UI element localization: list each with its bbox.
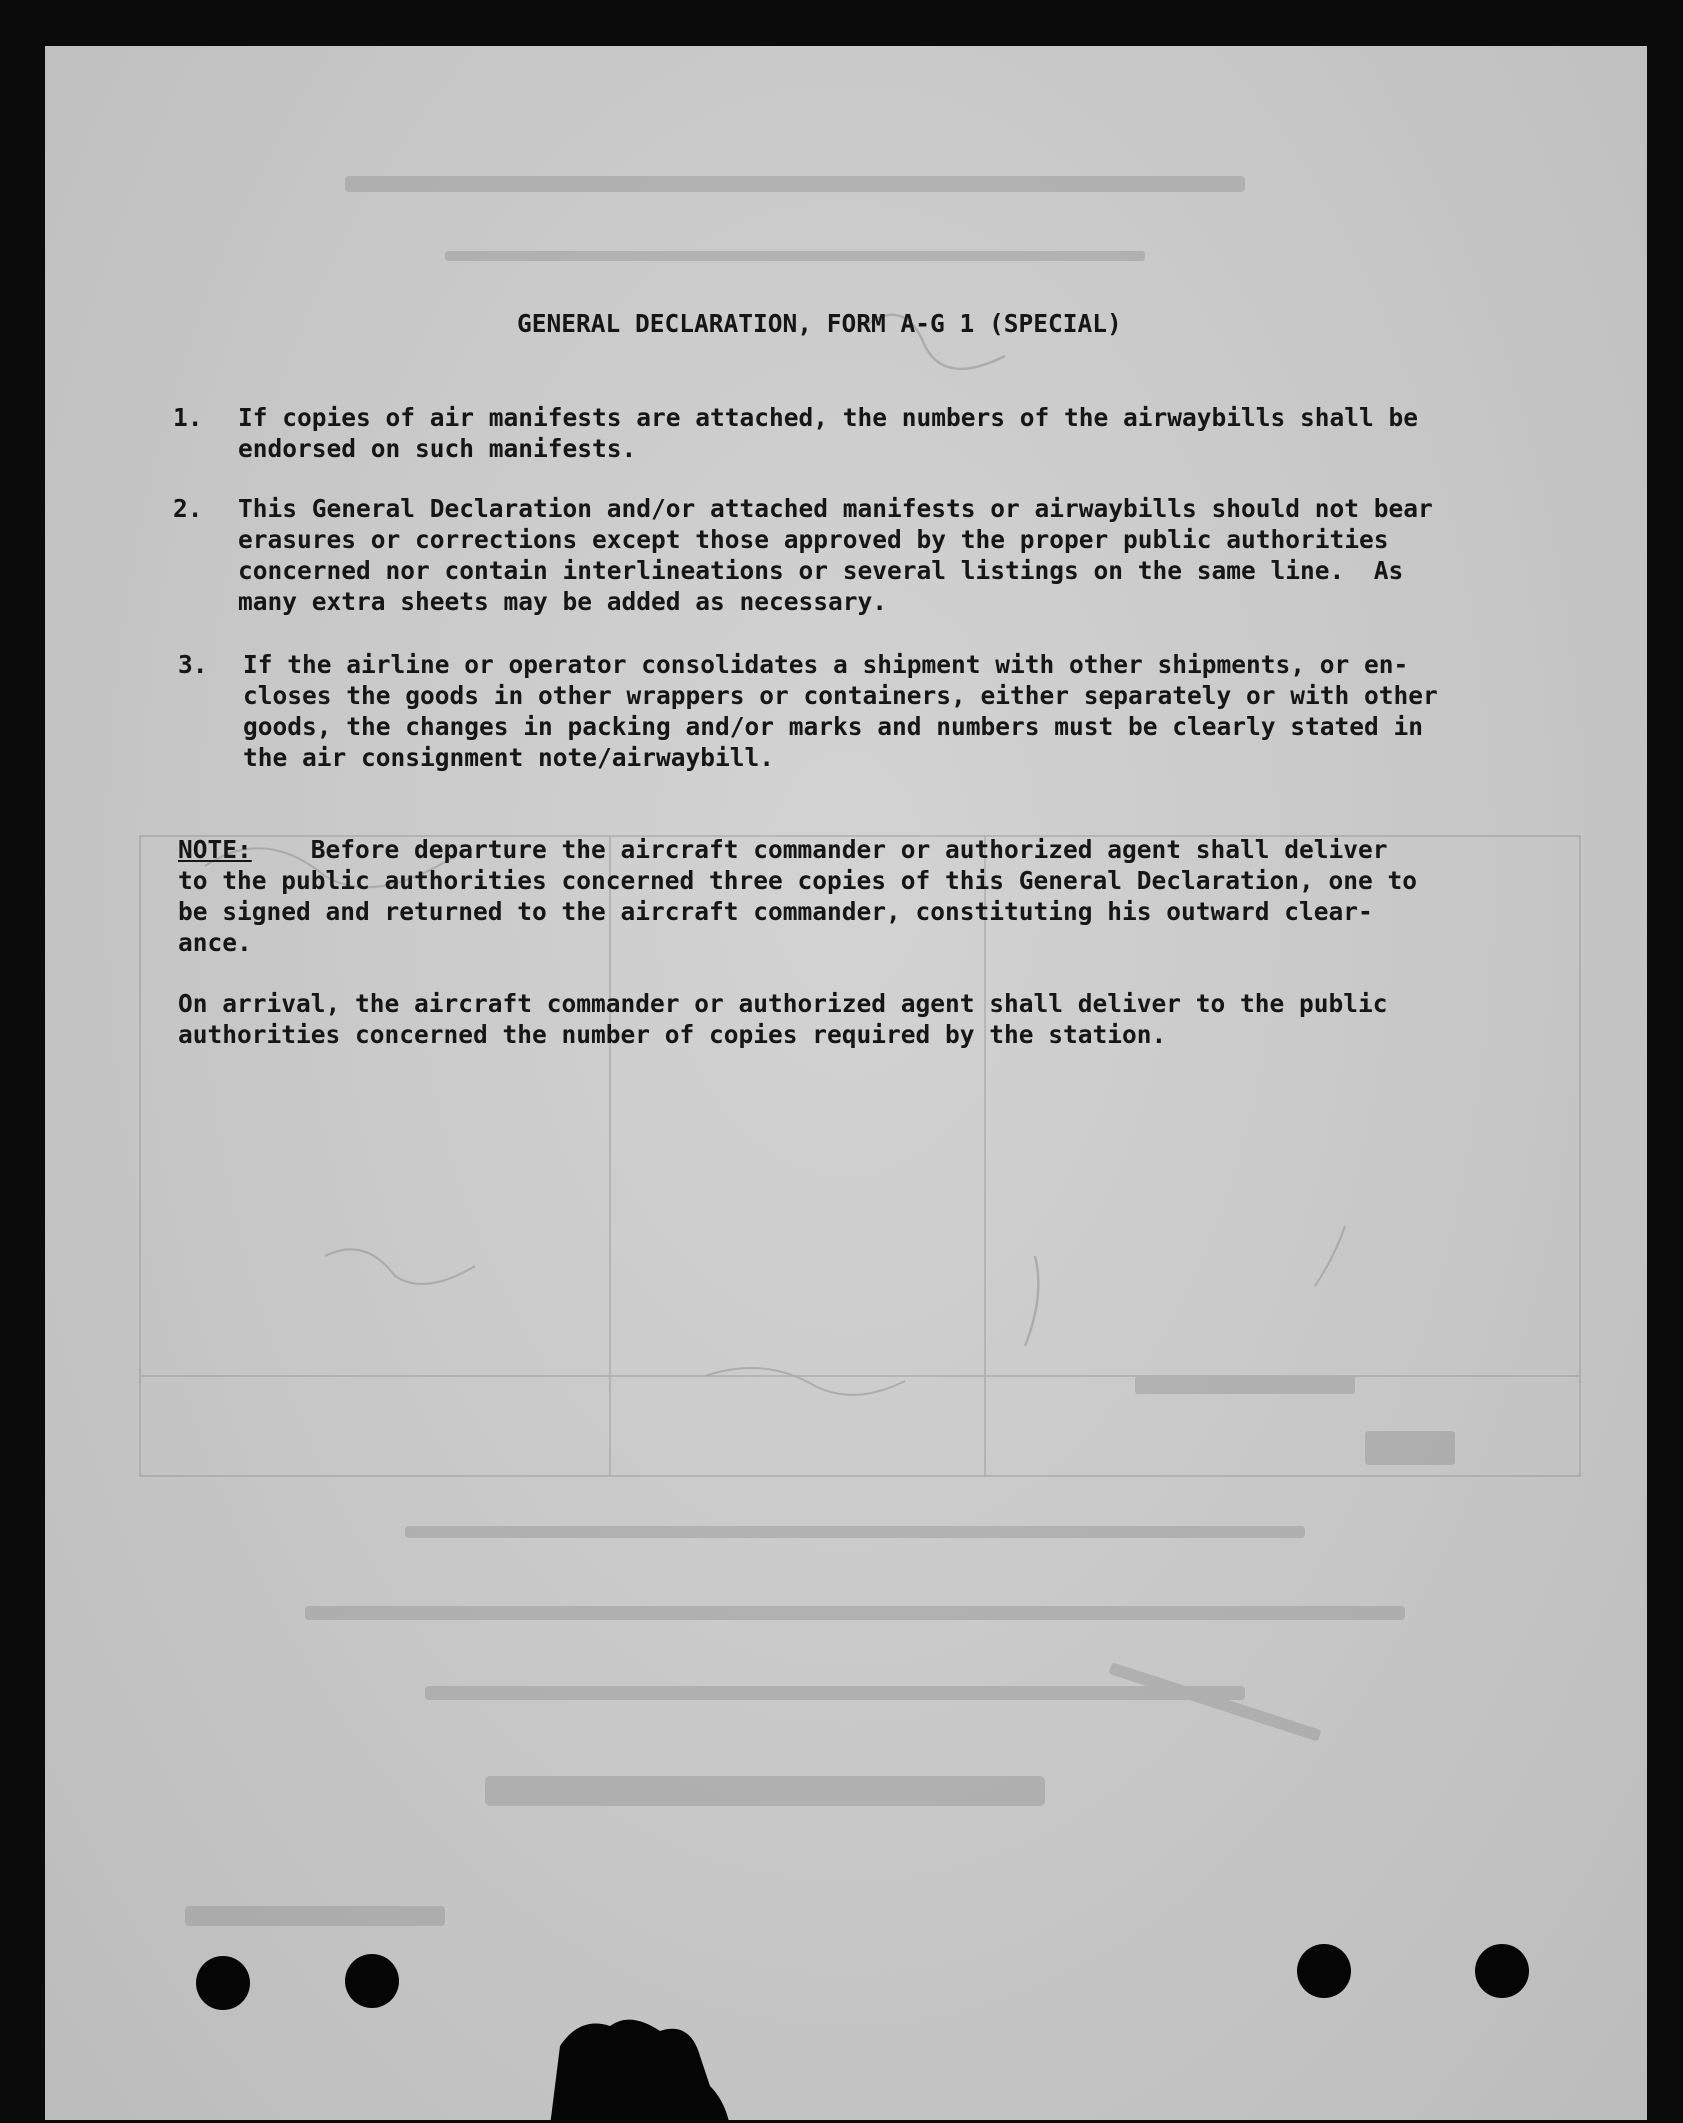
item-number: 1. (173, 403, 203, 432)
punch-hole (1475, 1944, 1529, 1998)
arrival-line: authorities concerned the number of copies required by the station. (178, 1020, 1167, 1049)
show-through-marks (45, 46, 1647, 2120)
item-line: This General Declaration and/or attached manifests or airwaybills should not bear (238, 494, 1433, 523)
item-number: 3. (178, 650, 208, 679)
item-line: many extra sheets may be added as necessary. (238, 587, 888, 616)
note-label: NOTE: (178, 835, 252, 864)
item-text (238, 493, 1433, 617)
arrival-line: On arrival, the aircraft commander or authorized agent shall deliver to the public (178, 989, 1388, 1018)
document-page (45, 46, 1647, 2120)
item-line: goods, the changes in packing and/or marks and numbers must be clearly stated in (243, 712, 1424, 741)
document-title: GENERAL DECLARATION, FORM A-G 1 (SPECIAL) (517, 309, 1122, 338)
note-line: be signed and returned to the aircraft commander, constituting his outward clear- (178, 897, 1373, 926)
item-line: concerned nor contain interlineations or several listings on the same line. As (238, 556, 1404, 585)
item-number: 2. (173, 494, 203, 523)
item-line: If the airline or operator consolidates a shipment with other shipments, or en- (243, 650, 1409, 679)
note-line: ance. (178, 928, 252, 957)
item-text (238, 402, 1418, 464)
note-first-line (178, 834, 1417, 865)
item-line: erasures or corrections except those approved by the proper public authorities (238, 525, 1389, 554)
punch-hole (196, 1956, 250, 2010)
punch-hole (1297, 1944, 1351, 1998)
item-line: the air consignment note/airwaybill. (243, 743, 775, 772)
note-first-line-text: Before departure the aircraft commander or authorized agent shall deliver (251, 835, 1388, 864)
item-line: If copies of air manifests are attached, the numbers of the airwaybills shall be (238, 403, 1419, 432)
item-text (243, 649, 1438, 773)
note-paragraph (178, 834, 1417, 958)
item-line: endorsed on such manifests. (238, 434, 637, 463)
item-line: closes the goods in other wrappers or containers, either separately or with other (243, 681, 1438, 710)
punch-hole (345, 1954, 399, 2008)
arrival-paragraph (178, 988, 1388, 1050)
torn-edge (550, 2006, 730, 2120)
note-line: to the public authorities concerned three copies of this General Declaration, one to (178, 866, 1418, 895)
